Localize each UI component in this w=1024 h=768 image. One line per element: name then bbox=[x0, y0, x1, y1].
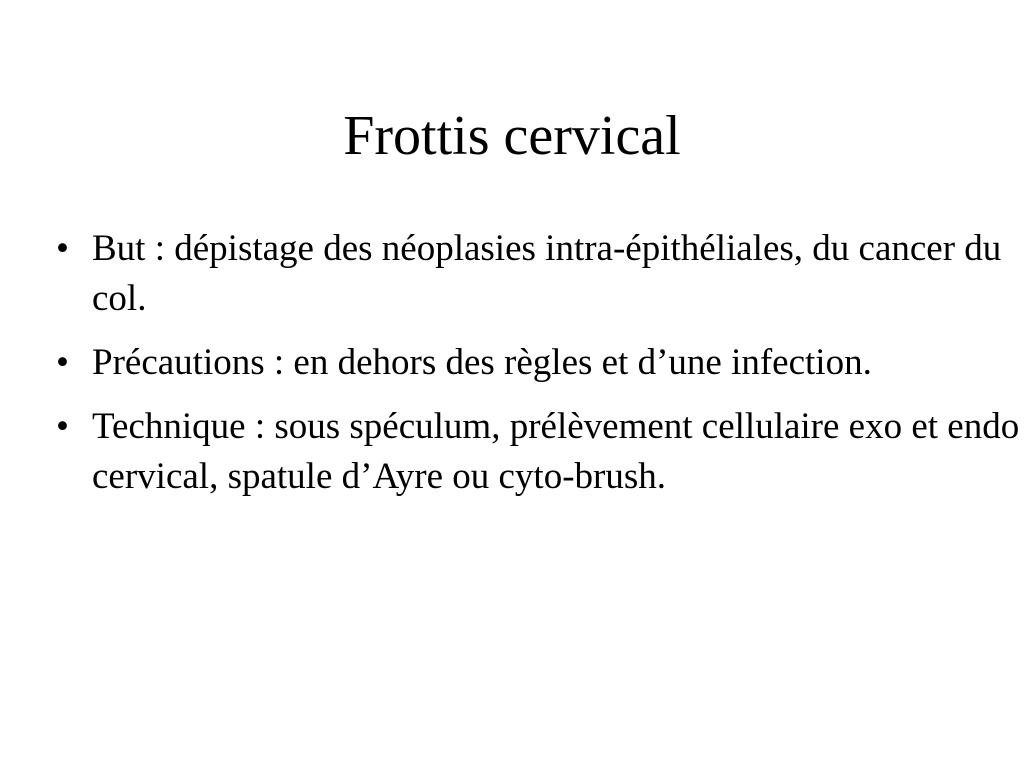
bullet-marker: • bbox=[56, 342, 69, 383]
bullet-marker: • bbox=[56, 228, 69, 269]
bullet-marker: • bbox=[56, 406, 69, 447]
bullet-text-but: But : dépistage des néoplasies intra-épithéliales, du cancer du col. bbox=[92, 228, 1002, 319]
bullet-list bbox=[56, 224, 1024, 516]
slide-title: Frottis cervical bbox=[343, 105, 681, 167]
bullet-item-precautions bbox=[56, 338, 1024, 388]
bullet-text-precautions: Précautions : en dehors des règles et d’une infection. bbox=[92, 342, 872, 383]
bullet-item-but bbox=[56, 224, 1024, 324]
bullet-text-technique: Technique : sous spéculum, prélèvement cellulaire exo et endo cervical, spatule d’Ayre ou cyto-brush. bbox=[92, 406, 1020, 497]
bullet-item-technique bbox=[56, 402, 1024, 502]
